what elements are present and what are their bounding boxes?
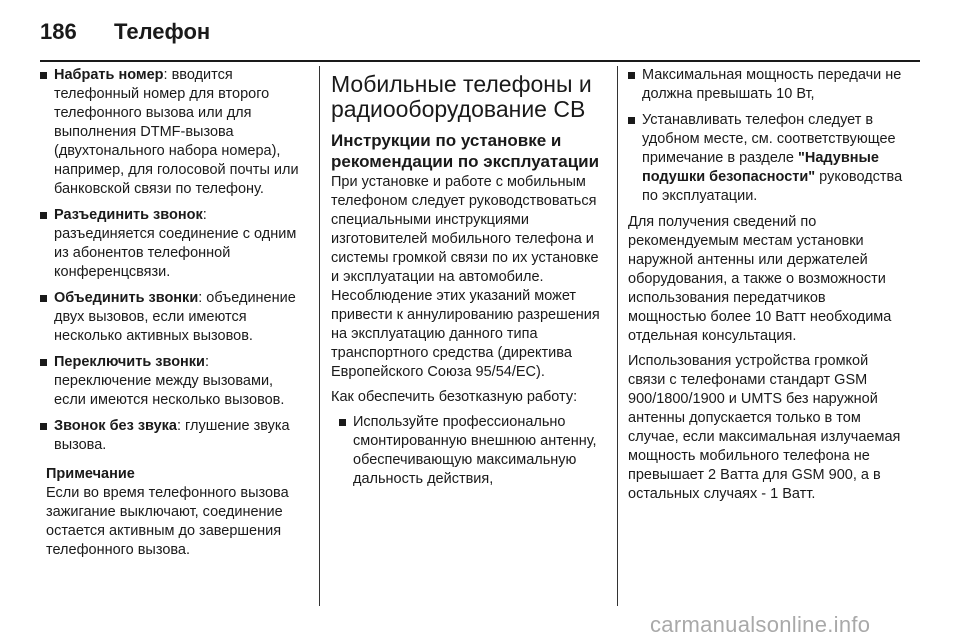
list-item (40, 289, 308, 346)
bullet-icon (40, 423, 47, 430)
list-item (40, 66, 308, 199)
item-term: Объединить звонки (54, 290, 199, 306)
header-rule (40, 60, 920, 62)
bullet-icon (40, 359, 47, 366)
item-text: : разъединяется соединение с одним из абонентов телефонной конференцсвязи. (54, 207, 297, 280)
column-divider (319, 66, 320, 606)
bullet-icon (40, 295, 47, 302)
bullet-icon (628, 117, 635, 124)
page-number: 186 (40, 19, 77, 44)
item-text: Устанавливать телефон следует в удобном месте, см. соответствующее примечание в разделе (642, 112, 896, 166)
list-item (40, 353, 308, 410)
item-text: : переключение между вызовами, если имеются несколько вызовов. (54, 354, 285, 408)
note-title: Примечание (46, 466, 135, 482)
list-item (628, 66, 904, 104)
watermark: carmanualsonline.info (650, 612, 871, 637)
section-title: Мобильные телефоны и радиооборудование СВ (331, 71, 592, 122)
item-text: : объединение двух вызовов, если имеются несколько активных вызовов. (54, 290, 296, 344)
item-text: Максимальная мощность передачи не должна превышать 10 Вт, (642, 67, 902, 102)
body-paragraph: Для получения сведений по рекомендуемым местам установки наружной антенны или держателей оборудования, а также о возможности использования передатчиков мощностью более 10 Ватт необходима отдельная консультация. (628, 214, 892, 344)
column-middle (331, 66, 605, 496)
item-term: Разъединить звонок (54, 207, 203, 223)
item-text: руководства по эксплуатации. (642, 169, 903, 204)
note-text: Если во время телефонного вызова зажигание выключают, соединение остается активным до завершения телефонного вызова. (46, 485, 289, 558)
item-term: Переключить звонки (54, 354, 205, 370)
section-subtitle: Инструкции по установке и рекомендации по эксплуатации (331, 131, 600, 171)
page-header (40, 14, 210, 50)
item-term: Звонок без звука (54, 418, 177, 434)
item-text: : глушение звука вызова. (54, 418, 290, 453)
column-right (628, 66, 904, 510)
bullet-icon (40, 212, 47, 219)
item-term: "Надувные подушки безопасности" (642, 150, 879, 185)
bullet-icon (628, 72, 635, 79)
list-item (40, 206, 308, 282)
list-item (628, 111, 904, 206)
column-left (40, 66, 308, 566)
list-item (339, 413, 605, 489)
item-text: : вводится телефонный номер для второго телефонного вызова или для выполнения DTMF-вызова (двухтонального набора номера), например, для голосовой почты или банковской связи по телефону. (54, 67, 299, 197)
column-divider (617, 66, 618, 606)
page-title: Телефон (114, 19, 211, 44)
body-paragraph: При установке и работе с мобильным телефоном следует руководствоваться специальными инструкциями изготовителей мобильного телефона и системы громкой связи по их установке и эксплуатации на автомобиле. Несоблюдение этих указаний может привести к аннулированию разрешения на эксплуатацию данного типа транспортного средства (директива Европейского Союза 95/54/EC). (331, 174, 600, 380)
body-paragraph: Использования устройства громкой связи с телефонами стандарт GSM 900/1800/1900 и UMTS без наружной антенны допускается только в том случае, если максимальная излучаемая мощность мобильного телефона не превышает 2 Ватта для GSM 900, а в остальных случаях - 1 Ватт. (628, 353, 901, 502)
list-item (40, 417, 308, 455)
body-paragraph: Как обеспечить безотказную работу: (331, 389, 578, 405)
bullet-icon (40, 72, 47, 79)
item-text: Используйте профессионально смонтированную внешнюю антенну, обеспечивающую максимальную дальность действия, (353, 414, 597, 487)
item-term: Набрать номер (54, 67, 164, 83)
bullet-icon (339, 419, 346, 426)
